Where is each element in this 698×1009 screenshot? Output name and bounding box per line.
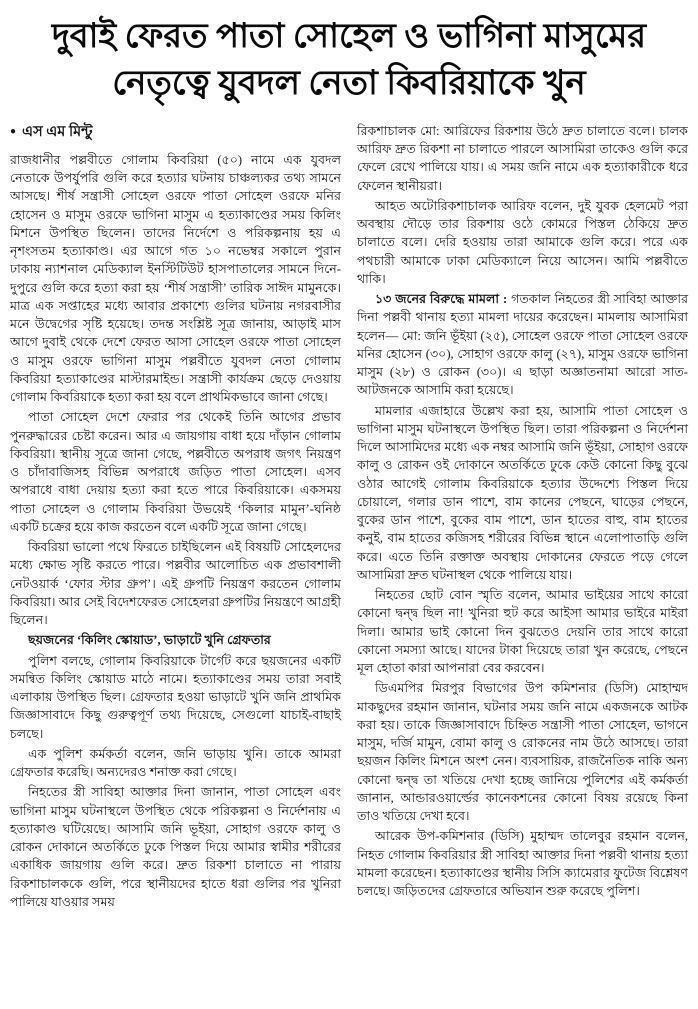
byline-author: এস এম মিন্টু bbox=[22, 123, 93, 140]
article-paragraph: রাজধানীর পল্লবীতে গোলাম কিবরিয়া (৫০) নামে এক যুবদল নেতাকে উপর্যুপরি গুলি করে হত্যার ঘটনায় চাঞ্চল্যকর তথ্য সামনে আসছে। শীর্ষ সন্ত্রাসী সোহেল ওরফে পাতা সোহেল ওরফে মনির হোসেন ও মাসুম ওরফে ভাগিনা মাসুম এ হত্যাকাণ্ডের সময় কিলিং মিশনে উপস্থিত ছিলেন। তাদের নির্দেশে ও পরিকল্পনায় হয় এ নৃশংসতম হত্যাকাণ্ড। এর আগে গত ১০ নভেম্বর সকালে পুরান ঢাকায় ন্যাশনাল মেডিক্যাল ইনস্টিটিউট হাসপাতালের সামনে দিনে-দুপুরে গুলি করে হত্যা করা হয় ‘শীর্ষ সন্ত্রাসী’ তারিক সাঈদ মামুনকে। মাত্র এক সপ্তাহের মধ্যে আবার প্রকাশ্যে গুলির ঘটনায় নগরবাসীর মনে উদ্বেগের সৃষ্টি হয়েছে। তদন্ত সংশ্লিষ্ট সূত্র জানায়, আড়াই মাস আগে দুবাই থেকে দেশে ফেরত আসা সোহেল ওরফে পাতা সোহেল ও মাসুম ওরফে ভাগিনা মাসুম পল্লবীতে যুবদল নেতা গোলাম কিবরিয়া হত্যাকাণ্ডের মাস্টারমাইন্ড। সন্ত্রাসী কার্যক্রম ছেড়ে দেওয়ায় গোলাম কিবরিয়াকে হত্যা করা হয় বলে প্রাথমিকভাবে জানা গেছে। bbox=[10, 152, 341, 405]
column-right bbox=[357, 122, 688, 913]
column-left bbox=[10, 122, 341, 913]
column-subhead: ছয়জনের ‘কিলিং স্কোয়াড’, ভাড়াটে খুনি গ্রেফতার bbox=[28, 633, 271, 648]
column-right-paragraphs bbox=[357, 122, 688, 901]
article-paragraph: ১৩ জনের বিরুদ্ধে মামলা : গতকাল নিহতের স্ত্রী সাবিহা আক্তার দিনা পল্লবী থানায় হত্যা মামলা দায়ের করেছেন। মামলায় আসামিরা হলেন— মো: জনি ভূঁইয়া (২৫), সোহেল ওরফে পাতা সোহেল ওরফে মনির হোসেন (৩০), সোহাগ ওরফে কালু (২৭), মাসুম ওরফে ভাগিনা মাসুম (২৮) ও রোকন (৩০)। এ ছাড়া অজ্ঞাতনামা আরো সাত-আটজনকে আসামি করা হয়েছে। bbox=[357, 292, 688, 398]
article-paragraph: মামলার এজাহারে উল্লেখ করা হয়, আসামি পাতা সোহেল ও ভাগিনা মাসুম ঘটনাস্থলে উপস্থিত ছিল। তারা পরিকল্পনা ও নির্দেশনা দিলে আসামিদের মধ্যে এক নম্বর আসামি জনি ভূঁইয়া, সোহাগ ওরফে কালু ও রোকন ওই দোকানে অতর্কিতে ঢুকে কেউ কোনো কিছু বুঝে ওঠার আগেই গোলাম কিবরিয়াকে হত্যার উদ্দেশ্যে পিস্তল দিয়ে চোয়ালে, গলার ডান পাশে, বাম কানের পেছনে, ঘাড়ের পেছনে, বুকের ডান পাশে, বুকের বাম পাশে, ডান হাতের বাহু, বাম হাতের কনুই, বাম হাতের কজিসহ শরীরের বিভিন্ন স্থানে এলোপাতাড়ি গুলি করে। এতে তিনি রক্তাক্ত অবস্থায় দোকানের ফেরতে পড়ে গেলে আসামিরা দ্রুত ঘটনাস্থল থেকে পালিয়ে যায়। bbox=[357, 403, 688, 582]
article-paragraph: নিহতের ছোট বোন স্মৃতি বলেন, আমার ভাইয়ের সাথে কারো কোনো দ্বন্দ্ব ছিল না! খুনিরা হুট করে আইসা আমার ভাইরে মাইরা দিলা। আমার ভাই কোনো দিন বুঝতেও দেয়নি তার সাথে কারো কোনো সমস্যা আছে। যাদের টাকা দিয়েছে তারা খুন করেছে, পেছনে মূল হোতা কারা আপনারা বের করবেন। bbox=[357, 588, 688, 676]
column-left-paragraphs bbox=[10, 151, 341, 911]
article-paragraph: পুলিশ বলছে, গোলাম কিবরিয়াকে টার্গেট করে ছয়জনের একটি সমন্বিত কিলিং স্কোয়াড মাঠে নামে। হত্যাকাণ্ডের সময় তারা সবাই এলাকায় উপস্থিত ছিল। গ্রেফতার হওয়া ভাড়াটে খুনি জনি প্রাথমিক জিজ্ঞাসাবাদে কিছু গুরুত্বপূর্ণ তথ্য দিয়েছে, সেগুলো যাচাই-বাছাই চলছে। bbox=[10, 653, 341, 741]
article-paragraph: আহত অটোরিকশাচালক আরিফ বলেন, দুই যুবক হেলমেট পরা অবস্থায় দৌড়ে তার রিকশায় ওঠে কোমরে পিস্তল ঠেকিয়ে দ্রুত চালাতে বলে। দেরি হওয়ায় তারা আমাকে গুলি করে। পরে এক পথচারী আমাকে ঢাকা মেডিক্যালে নিয়ে আসেন। আমি পল্লবীতে থাকি। bbox=[357, 198, 688, 286]
article-paragraph: কিবরিয়া ভালো পথে ফিরতে চাইছিলেন এই বিষয়টি সোহেলদের মধ্যে ক্ষোভ সৃষ্টি করতে পারে। পল্লবীর আলোচিত এক প্রভাবশালী নেটওয়ার্ক ‘ফোর স্টার গ্রুপ’। এই গ্রুপটি নিয়ন্ত্রণ করতেন গোলাম কিবরিয়া। আর সেই বিদেশফেরত সোহেলরা গ্রুপটির নিয়ন্ত্রণে আগ্রহী ছিলেন। bbox=[10, 540, 341, 628]
article-paragraph: রিকশাচালক মো: আরিফের রিকশায় উঠে দ্রুত চালাতে বলে। চালক আরিফ দ্রুত রিকশা না চালাতে পারলে আসামিরা তাকেও গুলি করে ফেলে রেখে পালিয়ে যায়। এ সময় জনি নামে এক হত্যাকারীকে ধরে ফেলেন স্থানীয়রা। bbox=[357, 123, 688, 193]
byline-bullet-icon: ● bbox=[10, 126, 17, 138]
byline bbox=[10, 122, 341, 143]
article-headline bbox=[10, 14, 688, 108]
headline-line-1: দুবাই ফেরত পাতা সোহেল ও ভাগিনা মাসুমের bbox=[51, 18, 647, 55]
article-paragraph: নিহতের স্ত্রী সাবিহা আক্তার দিনা জানান, পাতা সোহেল এবং ভাগিনা মাসুম ঘটনাস্থলে উপস্থিত থেকে পরিকল্পনা ও নির্দেশনায় এ হত্যাকাণ্ড ঘটিয়েছে। আসামি জনি ভূইয়া, সোহাগ ওরফে কালু ও রোকন দোকানে অতর্কিতে ঢুকে পিস্তল দিয়ে আমার স্বামীর শরীরের একাধিক জায়গায় গুলি করে। দ্রুত রিকশা চালাতে না পারায় রিকশাচালককে গুলি, পরে স্থানীয়দের হাতে ধরা গুলির পর খুনিরা পালিয়ে যাওয়ার সময় bbox=[10, 785, 341, 909]
article-paragraph: পাতা সোহেল দেশে ফেরার পর থেকেই তিনি আগের প্রভাব পুনরুদ্ধারের চেষ্টা করেন। আর এ জায়গায় বাধা হয়ে দাঁড়ান গোলাম কিবরিয়া। স্থানীয় সূত্রে জানা গেছে, পল্লবীতে অপরাধ জগৎ নিয়ন্ত্রণ ও চাঁদাবাজিসহ বিভিন্ন অপরাধে জড়িত পাতা সোহেল। এসব অপরাধে বাধা দেয়ায় হত্যা করা হতে পারে কিবরিয়াকে। একসময় পাতা সোহেল ও গোলাম কিবরিয়া উভয়েই ‘কিলার মামুন’-ঘনিষ্ঠ একটি চক্রের হয়ে কাজ করতেন বলে একটি সূত্রে জানা গেছে। bbox=[10, 410, 341, 534]
headline-line-2: নেতৃত্বে যুবদল নেতা কিবরিয়াকে খুন bbox=[112, 64, 586, 102]
article-paragraph: এক পুলিশ কর্মকর্তা বলেন, জনি ভাড়ায় খুনি। তাকে আমরা গ্রেফতার করেছি। অন্যদেরও শনাক্ত করা গেছে। bbox=[10, 746, 341, 780]
article-columns bbox=[10, 122, 688, 913]
paragraph-lead: ১৩ জনের বিরুদ্ধে মামলা : bbox=[375, 292, 508, 307]
news-article bbox=[10, 14, 688, 913]
article-paragraph: ডিএমপির মিরপুর বিভাগের উপ কমিশনার (ডিসি) মোহাম্মদ মাকছুদের রহমান জানান, ঘটনার সময় জনি নামে একজনকে আটক করা হয়। তাকে জিজ্ঞাসাবাদে চিহ্নিত সন্ত্রাসী পাতা সোহেল, ভাগনে মাসুম, দর্জি মামুন, বোমা কালু ও রোকনের নাম উঠে আসছে। তারা ছয়জন কিলিং মিশনে অংশ নেন। ব্যবসায়িক, রাজনৈতিক নাকি অন্য কোনো দ্বন্দ্ব তা খতিয়ে দেখা হচ্ছে জানিয়ে পুলিশের এই কর্মকর্তা জানান, আন্ডারওয়ার্ল্ডের কানেকশনের কোনো বিষয় রয়েছে কিনা তাও খতিয়ে দেখা হবে। bbox=[357, 681, 688, 824]
article-paragraph: আরেক উপ-কমিশনার (ডিসি) মুহাম্মদ তালেবুর রহমান বলেন, নিহত গোলাম কিবরিয়ার স্ত্রী সাবিহা আক্তার দিনা পল্লবী থানায় হত্যা মামলা করেছেন। হত্যাকাণ্ডের স্থানীয় সিসি ক্যামেরার ফুটেজ বিশ্লেষণ চলছে। জড়িতদের গ্রেফতারে অভিযান শুরু করেছে পুলিশ। bbox=[357, 829, 688, 899]
